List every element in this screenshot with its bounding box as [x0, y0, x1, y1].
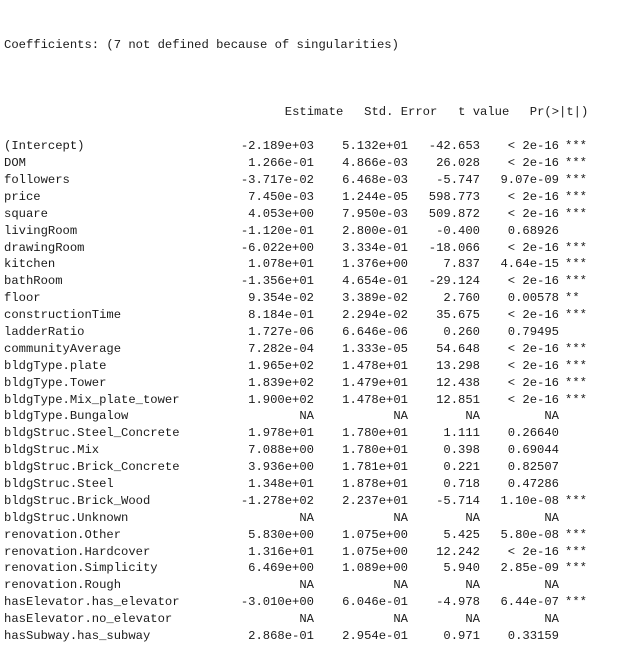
coef-signif-stars: ***	[565, 392, 587, 407]
coefficient-row	[4, 493, 628, 510]
coef-std-error: NA	[393, 578, 408, 593]
coef-signif-stars: ***	[565, 527, 587, 542]
coef-p-value: 1.10e-08	[500, 493, 559, 508]
coef-name: (Intercept)	[4, 139, 85, 154]
coef-t-value: 7.837	[443, 257, 480, 272]
coef-name: bldgStruc.Brick_Wood	[4, 493, 151, 508]
coef-p-value: 4.64e-15	[500, 257, 559, 272]
coef-name: constructionTime	[4, 308, 122, 323]
coef-estimate: 2.868e-01	[248, 629, 314, 644]
coef-signif-stars: ***	[565, 206, 587, 221]
coef-estimate: 3.936e+00	[248, 460, 314, 475]
coef-signif-stars: ***	[565, 240, 587, 255]
coef-name: hasElevator.has_elevator	[4, 595, 180, 610]
coef-std-error: 1.878e+01	[342, 477, 408, 492]
coef-t-value: 598.773	[428, 189, 480, 204]
coef-std-error: 1.075e+00	[342, 544, 408, 559]
coefficient-row	[4, 189, 628, 206]
coef-estimate: NA	[299, 612, 314, 627]
coefficients-table-body	[4, 138, 628, 645]
coef-p-value: < 2e-16	[507, 274, 559, 289]
header-p-value: Pr(>|t|)	[529, 105, 589, 120]
header-estimate: Estimate	[284, 105, 344, 120]
coef-std-error: NA	[393, 510, 408, 525]
coef-t-value: 0.398	[443, 443, 480, 458]
coefficient-row	[4, 172, 628, 189]
coef-name: bldgStruc.Steel	[4, 477, 114, 492]
coef-p-value: < 2e-16	[507, 240, 559, 255]
coef-std-error: 1.479e+01	[342, 375, 408, 390]
coef-name: DOM	[4, 156, 26, 171]
header-std-error: Std. Error	[364, 105, 438, 120]
coef-std-error: 3.334e-01	[342, 240, 408, 255]
coefficient-row	[4, 290, 628, 307]
coef-estimate: 1.266e-01	[248, 156, 314, 171]
coef-p-value: < 2e-16	[507, 139, 559, 154]
coef-std-error: 2.237e+01	[342, 493, 408, 508]
coef-p-value: NA	[544, 409, 559, 424]
coef-signif-stars: ***	[565, 358, 587, 373]
coef-std-error: 1.089e+00	[342, 561, 408, 576]
coef-std-error: 1.780e+01	[342, 443, 408, 458]
coef-estimate: 1.900e+02	[248, 392, 314, 407]
coef-t-value: 35.675	[436, 308, 480, 323]
coef-std-error: 5.132e+01	[342, 139, 408, 154]
coef-estimate: 4.053e+00	[248, 206, 314, 221]
coef-signif-stars: ***	[565, 341, 587, 356]
coef-signif-stars: ***	[565, 139, 587, 154]
coefficient-row	[4, 358, 628, 375]
coef-estimate: -2.189e+03	[240, 139, 314, 154]
coef-name: bathRoom	[4, 274, 63, 289]
coefficient-row	[4, 307, 628, 324]
coef-t-value: -29.124	[428, 274, 480, 289]
coef-estimate: NA	[299, 578, 314, 593]
coef-p-value: NA	[544, 578, 559, 593]
coefficient-row	[4, 256, 628, 273]
coef-t-value: 1.111	[443, 426, 480, 441]
coef-p-value: < 2e-16	[507, 375, 559, 390]
coef-t-value: -42.653	[428, 139, 480, 154]
coef-p-value: < 2e-16	[507, 392, 559, 407]
coef-p-value: 0.79495	[507, 325, 559, 340]
coef-std-error: 6.468e-03	[342, 173, 408, 187]
coef-name: bldgStruc.Steel_Concrete	[4, 426, 180, 441]
coef-std-error: 1.478e+01	[342, 358, 408, 373]
coef-name: hasElevator.no_elevator	[4, 612, 173, 627]
coef-name: followers	[4, 173, 70, 187]
coefficient-row	[4, 510, 628, 527]
coef-signif-stars: ***	[565, 257, 587, 272]
coefficient-row	[4, 324, 628, 341]
coefficient-row	[4, 341, 628, 358]
coefficient-row	[4, 544, 628, 561]
coef-std-error: 4.866e-03	[342, 156, 408, 171]
coef-t-value: 0.718	[443, 477, 480, 492]
coef-std-error: 1.333e-05	[342, 341, 408, 356]
coef-name: renovation.Rough	[4, 578, 122, 593]
coef-t-value: 5.940	[443, 561, 480, 576]
coef-p-value: 0.47286	[507, 477, 559, 492]
coefficient-row	[4, 223, 628, 240]
coef-signif-stars: ***	[565, 493, 587, 508]
coef-std-error: 7.950e-03	[342, 206, 408, 221]
coef-p-value: 0.26640	[507, 426, 559, 441]
coef-name: renovation.Simplicity	[4, 561, 158, 576]
coefficient-row	[4, 442, 628, 459]
coefficient-row	[4, 476, 628, 493]
coef-p-value: < 2e-16	[507, 206, 559, 221]
coef-p-value: < 2e-16	[507, 189, 559, 204]
coefficient-row	[4, 375, 628, 392]
coef-estimate: 1.839e+02	[248, 375, 314, 390]
coef-name: ladderRatio	[4, 325, 85, 340]
coefficient-row	[4, 611, 628, 628]
coef-p-value: 0.68926	[507, 223, 559, 238]
coef-p-value: < 2e-16	[507, 308, 559, 323]
coef-std-error: 1.478e+01	[342, 392, 408, 407]
coef-std-error: 1.075e+00	[342, 527, 408, 542]
coef-t-value: 0.221	[443, 460, 480, 475]
coef-name: bldgStruc.Brick_Concrete	[4, 460, 180, 475]
coef-std-error: 6.646e-06	[342, 325, 408, 340]
coef-t-value: 5.425	[443, 527, 480, 542]
coefficients-title: Coefficients: (7 not defined because of singularities)	[4, 37, 399, 52]
coef-t-value: 13.298	[436, 358, 480, 373]
coef-signif-stars: ***	[565, 156, 587, 171]
coef-estimate: 8.184e-01	[248, 308, 314, 323]
coef-estimate: 5.830e+00	[248, 527, 314, 542]
coef-name: floor	[4, 291, 41, 306]
coef-t-value: 54.648	[436, 341, 480, 356]
coef-name: bldgType.Bungalow	[4, 409, 129, 424]
coefficient-row	[4, 425, 628, 442]
coef-signif-stars: ***	[565, 308, 587, 323]
coef-p-value: 0.82507	[507, 460, 559, 475]
coefficient-row	[4, 240, 628, 257]
coef-name: communityAverage	[4, 341, 122, 356]
coef-t-value: -5.714	[436, 493, 480, 508]
coef-p-value: < 2e-16	[507, 358, 559, 373]
coef-name: renovation.Hardcover	[4, 544, 151, 559]
coef-t-value: -18.066	[428, 240, 480, 255]
coef-std-error: 3.389e-02	[342, 291, 408, 306]
coefficient-row	[4, 628, 628, 645]
coef-p-value: 6.44e-07	[500, 595, 559, 610]
coef-estimate: 1.978e+01	[248, 426, 314, 441]
coef-std-error: 1.376e+00	[342, 257, 408, 272]
coef-t-value: 0.260	[443, 325, 480, 340]
coef-t-value: 26.028	[436, 156, 480, 171]
coef-p-value: NA	[544, 510, 559, 525]
coef-name: livingRoom	[4, 223, 78, 238]
coef-estimate: 1.727e-06	[248, 325, 314, 340]
coef-signif-stars: ***	[565, 561, 587, 576]
coef-t-value: 2.760	[443, 291, 480, 306]
coefficient-row	[4, 392, 628, 409]
coef-estimate: NA	[299, 510, 314, 525]
coef-p-value: 0.33159	[507, 629, 559, 644]
coef-signif-stars: ***	[565, 274, 587, 289]
coef-name: drawingRoom	[4, 240, 85, 255]
coef-signif-stars: ***	[565, 544, 587, 559]
coef-t-value: -4.978	[436, 595, 480, 610]
coef-name: bldgStruc.Mix	[4, 443, 100, 458]
coef-p-value: 0.00578	[507, 291, 559, 306]
coefficient-row	[4, 408, 628, 425]
coef-estimate: -6.022e+00	[240, 240, 314, 255]
coef-estimate: -3.717e-02	[240, 173, 314, 187]
coef-std-error: 1.780e+01	[342, 426, 408, 441]
coef-t-value: NA	[465, 409, 480, 424]
coef-estimate: 9.354e-02	[248, 291, 314, 306]
coef-p-value: < 2e-16	[507, 544, 559, 559]
coefficient-row	[4, 273, 628, 290]
coefficient-row	[4, 594, 628, 611]
coef-signif-stars: **	[565, 291, 580, 306]
header-t-value: t value	[458, 105, 510, 120]
coef-name: bldgStruc.Unknown	[4, 510, 129, 525]
coef-estimate: -3.010e+00	[240, 595, 314, 610]
coef-p-value: 9.07e-09	[500, 173, 559, 187]
coef-signif-stars: ***	[565, 595, 587, 610]
coef-name: bldgType.plate	[4, 358, 107, 373]
coef-std-error: 6.046e-01	[342, 595, 408, 610]
coef-estimate: 7.282e-04	[248, 341, 314, 356]
coef-std-error: 2.294e-02	[342, 308, 408, 323]
coef-name: bldgType.Tower	[4, 375, 107, 390]
coef-t-value: -5.747	[436, 173, 480, 187]
coef-std-error: 2.954e-01	[342, 629, 408, 644]
coef-estimate: 1.348e+01	[248, 477, 314, 492]
coef-estimate: 1.078e+01	[248, 257, 314, 272]
coef-p-value: < 2e-16	[507, 341, 559, 356]
coef-estimate: 1.316e+01	[248, 544, 314, 559]
coef-name: price	[4, 189, 41, 204]
coef-t-value: NA	[465, 612, 480, 627]
coef-name: renovation.Other	[4, 527, 122, 542]
coef-t-value: NA	[465, 578, 480, 593]
r-console-output	[4, 3, 628, 662]
coef-name: bldgType.Mix_plate_tower	[4, 392, 180, 407]
coef-std-error: NA	[393, 409, 408, 424]
coef-p-value: < 2e-16	[507, 156, 559, 171]
coefficient-row	[4, 155, 628, 172]
coef-std-error: 2.800e-01	[342, 223, 408, 238]
coefficient-row	[4, 459, 628, 476]
coefficient-row	[4, 206, 628, 223]
coef-name: square	[4, 206, 48, 221]
coef-estimate: 1.965e+02	[248, 358, 314, 373]
coef-std-error: 1.781e+01	[342, 460, 408, 475]
coef-name: hasSubway.has_subway	[4, 629, 151, 644]
coefficients-header-row	[4, 88, 628, 120]
coef-p-value: 2.85e-09	[500, 561, 559, 576]
coef-t-value: 12.851	[436, 392, 480, 407]
coef-estimate: 7.450e-03	[248, 189, 314, 204]
coef-t-value: 12.438	[436, 375, 480, 390]
coef-signif-stars: ***	[565, 375, 587, 390]
coef-estimate: 6.469e+00	[248, 561, 314, 576]
coefficient-row	[4, 138, 628, 155]
coef-p-value: 0.69044	[507, 443, 559, 458]
coef-t-value: 12.242	[436, 544, 480, 559]
coef-std-error: NA	[393, 612, 408, 627]
coef-name: kitchen	[4, 257, 56, 272]
coefficient-row	[4, 560, 628, 577]
coef-estimate: -1.278e+02	[240, 493, 314, 508]
coef-t-value: 0.971	[443, 629, 480, 644]
coefficient-row	[4, 577, 628, 594]
coef-t-value: 509.872	[428, 206, 480, 221]
coef-std-error: 4.654e-01	[342, 274, 408, 289]
coef-t-value: NA	[465, 510, 480, 525]
coef-p-value: 5.80e-08	[500, 527, 559, 542]
coef-std-error: 1.244e-05	[342, 189, 408, 204]
coef-estimate: NA	[299, 409, 314, 424]
coef-estimate: -1.120e-01	[240, 223, 314, 238]
coef-estimate: -1.356e+01	[240, 274, 314, 289]
coef-t-value: -0.400	[436, 223, 480, 238]
coef-signif-stars: ***	[565, 173, 587, 187]
coef-p-value: NA	[544, 612, 559, 627]
coef-estimate: 7.088e+00	[248, 443, 314, 458]
coefficient-row	[4, 527, 628, 544]
coef-signif-stars: ***	[565, 189, 587, 204]
